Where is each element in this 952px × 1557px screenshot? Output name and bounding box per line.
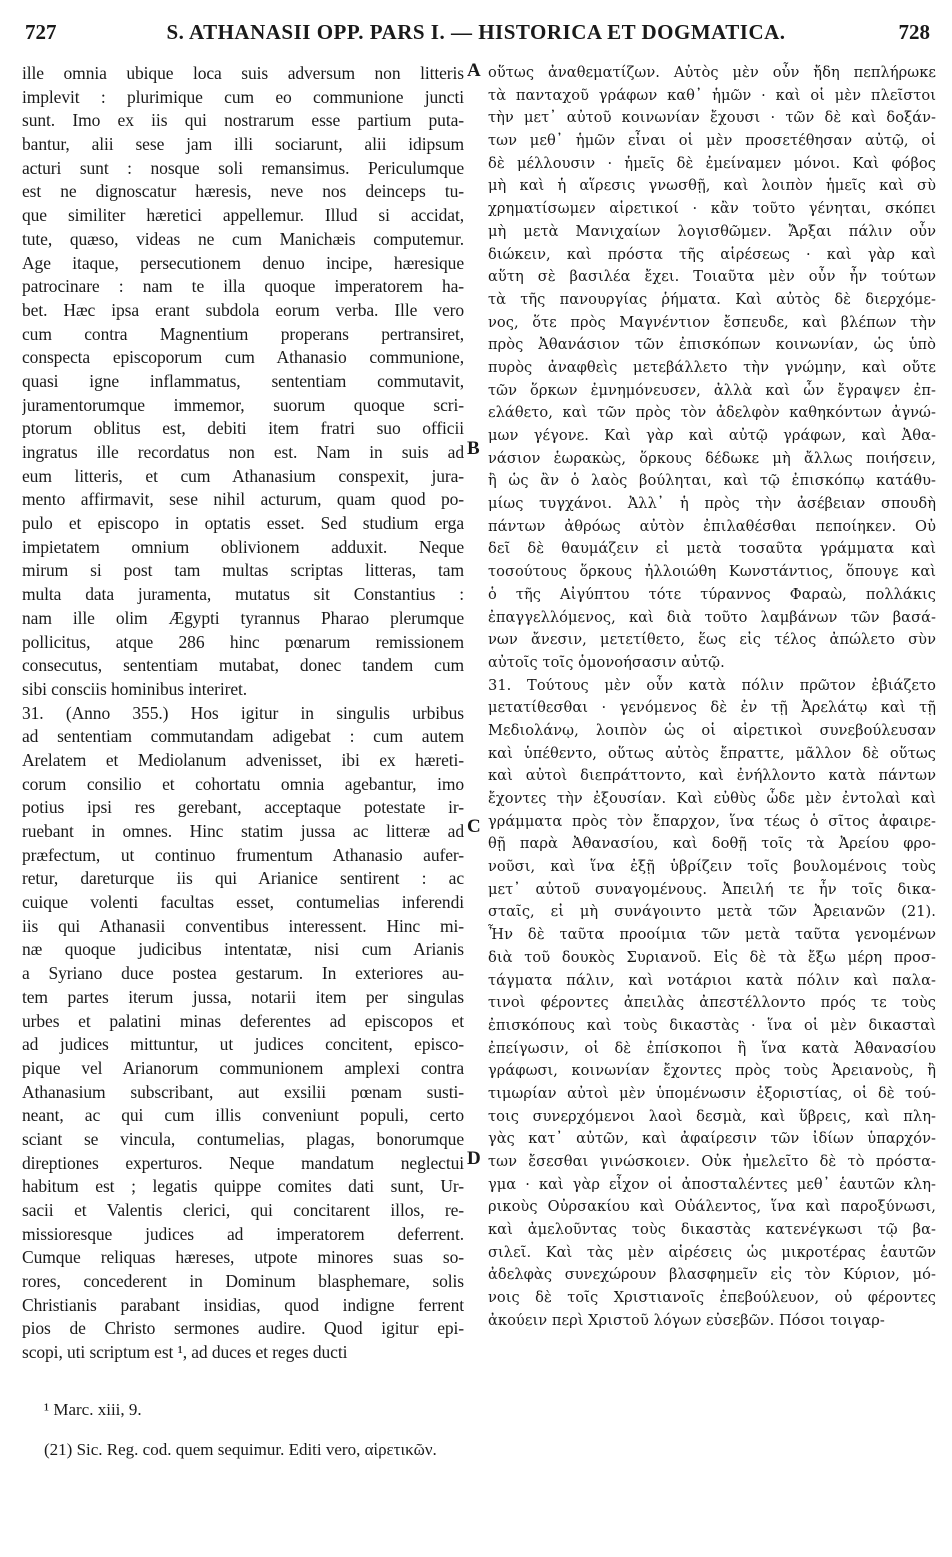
page-header	[0, 0, 952, 60]
latin-text-line: præfectum, ut continuo frumentum Athanasio aufer-	[22, 844, 464, 865]
greek-text-line: θῇ παρὰ Ἀθανασίου, καὶ δοθῇ τοῖς τὰ Ἀρείου φρο-	[488, 835, 936, 853]
greek-text-line: μετ᾽ αὐτοῦ συναγομένους. Ἀπειλή τε ἦν τοῖς δικα-	[488, 880, 936, 898]
greek-text-line: ἐπαγγελλόμενος, καὶ διὰ τοῦτο λαμβάνων τῶν βασά-	[488, 608, 936, 626]
greek-text-line: Μεδιολάνῳ, λοιπὸν ὡς οἱ αἱρετικοὶ συνεβούλευσαν	[488, 721, 936, 739]
greek-text-line: τοις συνερχόμενοι λαοὶ δεσμὰ, καὶ ὕβρεις, καὶ πλη-	[488, 1107, 936, 1125]
latin-text-line: retur, dareturque iis qui Arianice sentirent : ac	[22, 868, 464, 889]
latin-text-line: Christianis parabant insidias, quod indigne ferrent	[22, 1294, 464, 1315]
latin-text-line: cuique volenti facultas esset, contumelias inferendi	[22, 892, 464, 913]
greek-text-line: 31. Τούτους μὲν οὖν κατὰ πόλιν πρῶτον ἐβιάζετο	[488, 676, 936, 694]
latin-text-line: iis qui Athanasii conventibus interessent. Hinc mi-	[22, 915, 464, 936]
greek-text-line: νος, ὅτε πρὸς Μαγνέντιον ἔσπευδε, καὶ βλέπων τὴν	[488, 313, 936, 331]
greek-text-line: μετατίθεσθαι · γενόμενος δὲ ἐν τῇ Ἀρελάτῳ καὶ τῇ	[488, 699, 936, 717]
greek-column	[488, 62, 936, 1402]
page-number-right: 728	[898, 20, 930, 44]
latin-text-line: pios de Christo sermones audire. Quod igitur epi-	[22, 1318, 464, 1339]
latin-text-line: sacii et Valentis clerici, qui concitarent illos, re-	[22, 1200, 464, 1220]
greek-text-line: γμα · καὶ γὰρ εἶχον οἱ ἀποσταλέντες μεθ᾽ ἑαυτῶν κλη-	[488, 1175, 936, 1193]
greek-text-line: ἀκούειν περὶ Χριστοῦ λόγων εὐσεβῶν. Πόσοι τοιγαρ-	[488, 1311, 885, 1329]
latin-text-line: ingratus ille recordatus non est. Nam in suis ad	[22, 442, 464, 462]
greek-text-line: ρικοὺς Οὐρσακίου καὶ Οὐάλεντος, ἵνα καὶ παροξύνωσι,	[488, 1198, 936, 1216]
greek-text-line: αὐτοῖς τοῖς ὁμονοήσασιν αὐτῷ.	[488, 653, 725, 671]
greek-text-line: πρὸς Ἀθανάσιον τῶν ἐπισκόπων κοινωνίαν, ὡς ὑπὸ	[488, 336, 936, 354]
latin-text-line: neant, ac qui cum illis conveniunt populi, certo	[22, 1105, 464, 1126]
running-title: S. ATHANASII OPP. PARS I. — HISTORICA ET DOGMATICA.	[166, 20, 786, 44]
greek-text-line: τὴν μετ᾽ αὐτοῦ κοινωνίαν ἔχουσι · τῶν δὲ καὶ δοξάν-	[488, 109, 936, 127]
latin-text-line: bet. Hæc ipsa erant subdola eorum verba. Ille vero	[22, 299, 464, 320]
greek-text-line: μὴ μετὰ Μανιχαίων λογισθῶμεν. Ἄρξαι πάλιν οὖν	[488, 222, 936, 240]
greek-text-line: δεῖ δὲ θαυμάζειν εἰ μετὰ τοσαῦτα γράμματα καὶ	[488, 540, 936, 558]
latin-text-line: implevit : plurimique cum eo communione juncti	[22, 86, 464, 107]
greek-text-line: οὕτως ἀναθεματίζων. Αὐτὸς μὲν οὖν ἤδη πεπλήρωκε	[488, 64, 936, 81]
latin-text-line: eum litteris, et cum Athanasium conspexit, jura-	[22, 465, 464, 486]
greek-text-line: δὲ μέλλουσιν · ἡμεῖς δὲ ἐμείναμεν μόνοι. Καὶ φόβος	[488, 154, 936, 172]
latin-text-line: quasi igne inflammatus, sententiam commutavit,	[22, 370, 464, 391]
latin-text-line: ad sententiam commutandam adigebat : cum autem	[22, 726, 464, 747]
latin-text-line: direptiones experturos. Neque mandatum neglectui	[22, 1152, 464, 1173]
latin-text-line: consecutus, sententiam mutabat, donec tandem cum	[22, 655, 464, 676]
latin-text-line: tute, quæso, videas ne cum Manichæis computemur.	[22, 228, 464, 249]
latin-text-line: multa data juramenta, mutatus sit Constantius :	[22, 584, 464, 605]
latin-text-line: que similiter hæretici appellemur. Illud si accidat,	[22, 205, 464, 226]
greek-text-line: ὁ τῆς Αἰγύπτου τότε τύραννος Φαραὼ, πολλάκις	[488, 585, 936, 603]
latin-text-line: pique vel Arianorum communionem amplexi contra	[22, 1057, 464, 1078]
latin-text-line: sunt. Imo ex iis qui nostrarum esse partium puta-	[22, 110, 464, 131]
greek-text-line: των ἔσεσθαι γινώσκοιεν. Οὐκ ἠμελεῖτο δὲ τὸ πρόστα-	[488, 1153, 936, 1170]
greek-text-line: πάντων ἀθρόως αὐτὸν ἐπιλαθέσθαι πεποίηκεν. Οὐ	[488, 517, 936, 535]
greek-text-line: καὶ ὑπέθεντο, οὕτως αὐτὸς ἔπραττε, μᾶλλον δὲ οὕτως	[488, 744, 936, 762]
latin-text-line: a Syriano duce postea gestarum. In exteriores au-	[22, 963, 464, 984]
margin-marker-c: C	[467, 816, 481, 837]
latin-text-line: Athanasium subscribant, aut exsilii pœnam susti-	[22, 1081, 464, 1102]
greek-text-line: γράφωσι, κοινωνίαν ἔχοντες πρὸς τοὺς Ἀρειανοὺς, ἢ	[488, 1062, 936, 1080]
greek-text-line: νων ἄνεσιν, μετετίθετο, ἕως εἰς τέλος ἀπώλετο σὺν	[488, 631, 936, 649]
greek-text-line: τάγματα πάλιν, καὶ νοτάριοι κατὰ πόλιν καὶ παλα-	[488, 971, 936, 989]
greek-text-line: πυρὸς ἀναφθεὶς μετεβάλλετο τὴν γνώμην, καὶ οὔτε	[488, 358, 936, 376]
latin-text-line: impietatem omnium oblivionem adduxit. Neque	[22, 536, 464, 557]
greek-text-line: ἔχοντες τὴν ἐξουσίαν. Καὶ εὐθὺς ὧδε μὲν ἐντολαὶ καὶ	[488, 790, 936, 807]
latin-text-line: acturi sunt : nosque soli remansimus. Periculumque	[22, 157, 464, 178]
latin-text-line: mento affirmavit, sese nihil acturum, quam quod po-	[22, 489, 464, 510]
latin-text-line: pulo et episcopo in optatis esset. Sed studium erga	[22, 513, 464, 534]
greek-text-line: ελάθετο, καὶ τῶν πρὸς τὸν ἀδελφὸν καθηκόντων ἀγνώ-	[488, 404, 936, 422]
latin-text-line: bantur, alii sese jam illi sociarunt, alii idipsum	[22, 134, 464, 155]
greek-text-line: τὰ πανταχοῦ γράφων καθ᾽ ἡμῶν · καὶ οἱ μὲν πλεῖστοι	[488, 86, 936, 104]
margin-marker-d: D	[467, 1148, 481, 1169]
latin-text-line: juramentorumque immemor, suorum quoque scri-	[22, 394, 464, 415]
page-number-left: 727	[25, 20, 57, 44]
latin-text-line: ruebant in omnes. Hinc statim jussa ac litteræ ad	[22, 821, 464, 841]
greek-text-line: Ἦν δὲ ταῦτα προοίμια τῶν μετὰ ταῦτα γενομένων	[488, 926, 936, 944]
latin-text-line: næ quoque judicibus intentatæ, nisi cum Arianis	[22, 939, 464, 960]
greek-text-line: ἢ ὡς ἂν ὁ λαὸς βούληται, καὶ τῷ ἐπισκόπῳ κατάθυ-	[488, 472, 936, 490]
greek-text-line: γράμματα πρὸς τὸν ἔπαρχον, ἵνα τέως ὁ σῖτος ἀφαιρε-	[488, 812, 936, 830]
greek-text-line: νοις δὲ τοῖς Χριστιανοῖς ἐπεβούλευον, οὐ φέροντες	[488, 1289, 936, 1307]
greek-text-line: καὶ αὐτοὶ διεπράττοντο, καὶ ἐνήλλοντο κατὰ πάντων	[488, 767, 936, 785]
latin-text-line: habitum est ; legatis quippe comites dati sunt, Ur-	[22, 1176, 464, 1197]
latin-text-line: cum contra Magnentium properans pertransiret,	[22, 323, 464, 344]
greek-text-line: μων γέγονε. Καὶ γὰρ καὶ αὐτῷ γράφων, καὶ Ἀθα-	[488, 427, 936, 444]
greek-text-line: νάσιον ἑωρακὼς, ὅρκους δέδωκε μὴ ἄλλως ποιήσειν,	[488, 449, 936, 467]
latin-text-line: rores, concederent in Dominum blasphemare, solis	[22, 1271, 464, 1292]
latin-text-line: est ne dignoscatur hæresis, neve nos deinceps tu-	[22, 181, 464, 202]
latin-text-line: mirum si post tam multas scriptas litteras, tam	[22, 560, 464, 581]
greek-text-line: τινοὶ φέροντες ἀπειλὰς ἀπεστέλλοντο πρός τε τοὺς	[488, 994, 936, 1012]
greek-text-line: ἐπείγωσιν, οἱ δὲ ἐπίσκοποι ἢ ἵνα κατὰ Ἀθανασίου	[488, 1039, 936, 1057]
latin-text-line: 31. (Anno 355.) Hos igitur in singulis urbibus	[22, 702, 464, 723]
greek-text-line: των μεθ᾽ ἡμῶν εἶναι οἱ μὲν προσετέθησαν αὐτῷ, οἱ	[488, 132, 936, 150]
latin-text-line: conspecta episcoporum cum Athanasio communione,	[22, 347, 464, 368]
greek-text-line: τιμωρίαν αὐτοὶ μὲν ὑπομένωσιν ἐξοριστίας, οἱ δὲ τού-	[488, 1084, 936, 1102]
latin-text-line: sciant se vincula, contumelias, plagas, bonorumque	[22, 1128, 464, 1149]
latin-text-line: sibi consciis hominibus interiret.	[22, 678, 248, 699]
greek-text-line: μὴ καὶ ἡ αἵρεσις γνωσθῇ, καὶ λοιπὸν ἡμεῖς καὶ σὺ	[488, 177, 936, 195]
latin-text-line: nam ille olim Ægypti tyrannus Pharao plerumque	[22, 607, 464, 628]
greek-text-line: αὕτη σὲ βασιλέα ἔχει. Τοιαῦτα μὲν οὖν ἦν τούτων	[488, 268, 936, 286]
latin-text-line: pollicitus, atque 286 hinc pœnarum remissionem	[22, 631, 464, 652]
latin-text-line: tem partes iterum jussa, notarii item per singulas	[22, 986, 464, 1007]
greek-text-line: τῶν ὅρκων ἐμνημόνευσεν, ἀλλὰ καὶ ὧν ἔγραψεν ἐπ-	[488, 381, 936, 399]
greek-text-line: σιλεῖ. Καὶ τὰς μὲν αἱρέσεις ὡς μικροτέρας ἑαυτῶν	[488, 1243, 936, 1261]
latin-text-line: Cumque reliquas hæreses, utpote minores suas so-	[22, 1247, 464, 1268]
greek-text-line: γὰς κατ᾽ αὐτῶν, καὶ ἀφαίρεσιν τῶν ἰδίων ὑπαρχόν-	[488, 1130, 936, 1148]
latin-text-line: Arelatem et Mediolanum advenisset, ibi ex hæreti-	[22, 749, 464, 770]
latin-text-line: patrocinare : nam te illa quoque imperatorem ha-	[22, 276, 464, 297]
footnote-21: (21) Sic. Reg. cod. quem sequimur. Editi vero, αἱρετικῶν.	[44, 1440, 437, 1459]
latin-text-line: potius ipsi res gerebant, acceptaque potestate ir-	[22, 797, 464, 818]
greek-text-line: διώκειν, καὶ πρόστα τῆς αἱρέσεως · καὶ γὰρ καὶ	[488, 245, 936, 263]
latin-text-line: ille omnia ubique loca suis adversum non litteris	[22, 63, 464, 83]
margin-marker-a: A	[467, 60, 481, 81]
greek-text-line: νοῦσι, καὶ ἵνα ἐξῇ ὑβρίζειν τοῖς βουλομένοις τοὺς	[488, 858, 936, 876]
greek-text-line: μίως τυγχάνοι. Ἀλλ᾽ ἡ πρὸς τὴν ἀσέβειαν σπουδὴ	[488, 495, 936, 513]
greek-text-line: χρηματίσωμεν αἱρετικοί · κἂν τοῦτο γένηται, σκόπει	[488, 200, 936, 218]
latin-text-line: urbes et palatini minas deferentes ad episcopos et	[22, 1010, 464, 1031]
latin-text-line: scopi, uti scriptum est ¹, ad duces et reges ducti	[22, 1342, 348, 1363]
latin-text-line: ad judices mittuntur, ut judices concitent, episco-	[22, 1034, 464, 1055]
latin-text-line: Age itaque, persecutionem denuo incipe, hæresique	[22, 252, 464, 273]
greek-text-line: τὰ τῆς πανουργίας ῥήματα. Καὶ αὐτὸς δὲ διερχόμε-	[488, 290, 936, 308]
greek-text-line: τοσούτους ὅρκους ἠλλοιώθη Κωνστάντιος, ὅπουγε καὶ	[488, 563, 936, 581]
latin-column	[22, 62, 464, 1402]
latin-text-line: corum consilio et cohortatu omnia agebantur, imo	[22, 773, 464, 794]
greek-text-line: ἀδελφὰς συνεχώρουν βλασφημεῖν εἰς τὸν Κύριον, μό-	[488, 1266, 936, 1284]
greek-text-line: καὶ ἀμελοῦντας τοὺς δικαστὰς κατενέγκωσι τῷ βα-	[488, 1221, 936, 1239]
footnote-1: ¹ Marc. xiii, 9.	[44, 1400, 142, 1419]
latin-text-line: missioresque judices ad imperatorem deferrent.	[22, 1223, 464, 1244]
greek-text-line: διὰ τοῦ δουκὸς Συριανοῦ. Εἰς δὲ τὰ ἔξω μέρη προσ-	[488, 948, 936, 966]
latin-text-line: ptorum oblitus est, debiti item fratri suo officii	[22, 418, 464, 439]
margin-marker-b: B	[467, 438, 480, 459]
greek-text-line: σταῖς, εἰ μὴ συνάγοιντο μετὰ τῶν Ἀρειανῶν (21).	[488, 903, 936, 921]
greek-text-line: ἐπισκόπους καὶ τοὺς δικαστὰς · ἵνα οἱ μὲν δικασταὶ	[488, 1016, 936, 1034]
